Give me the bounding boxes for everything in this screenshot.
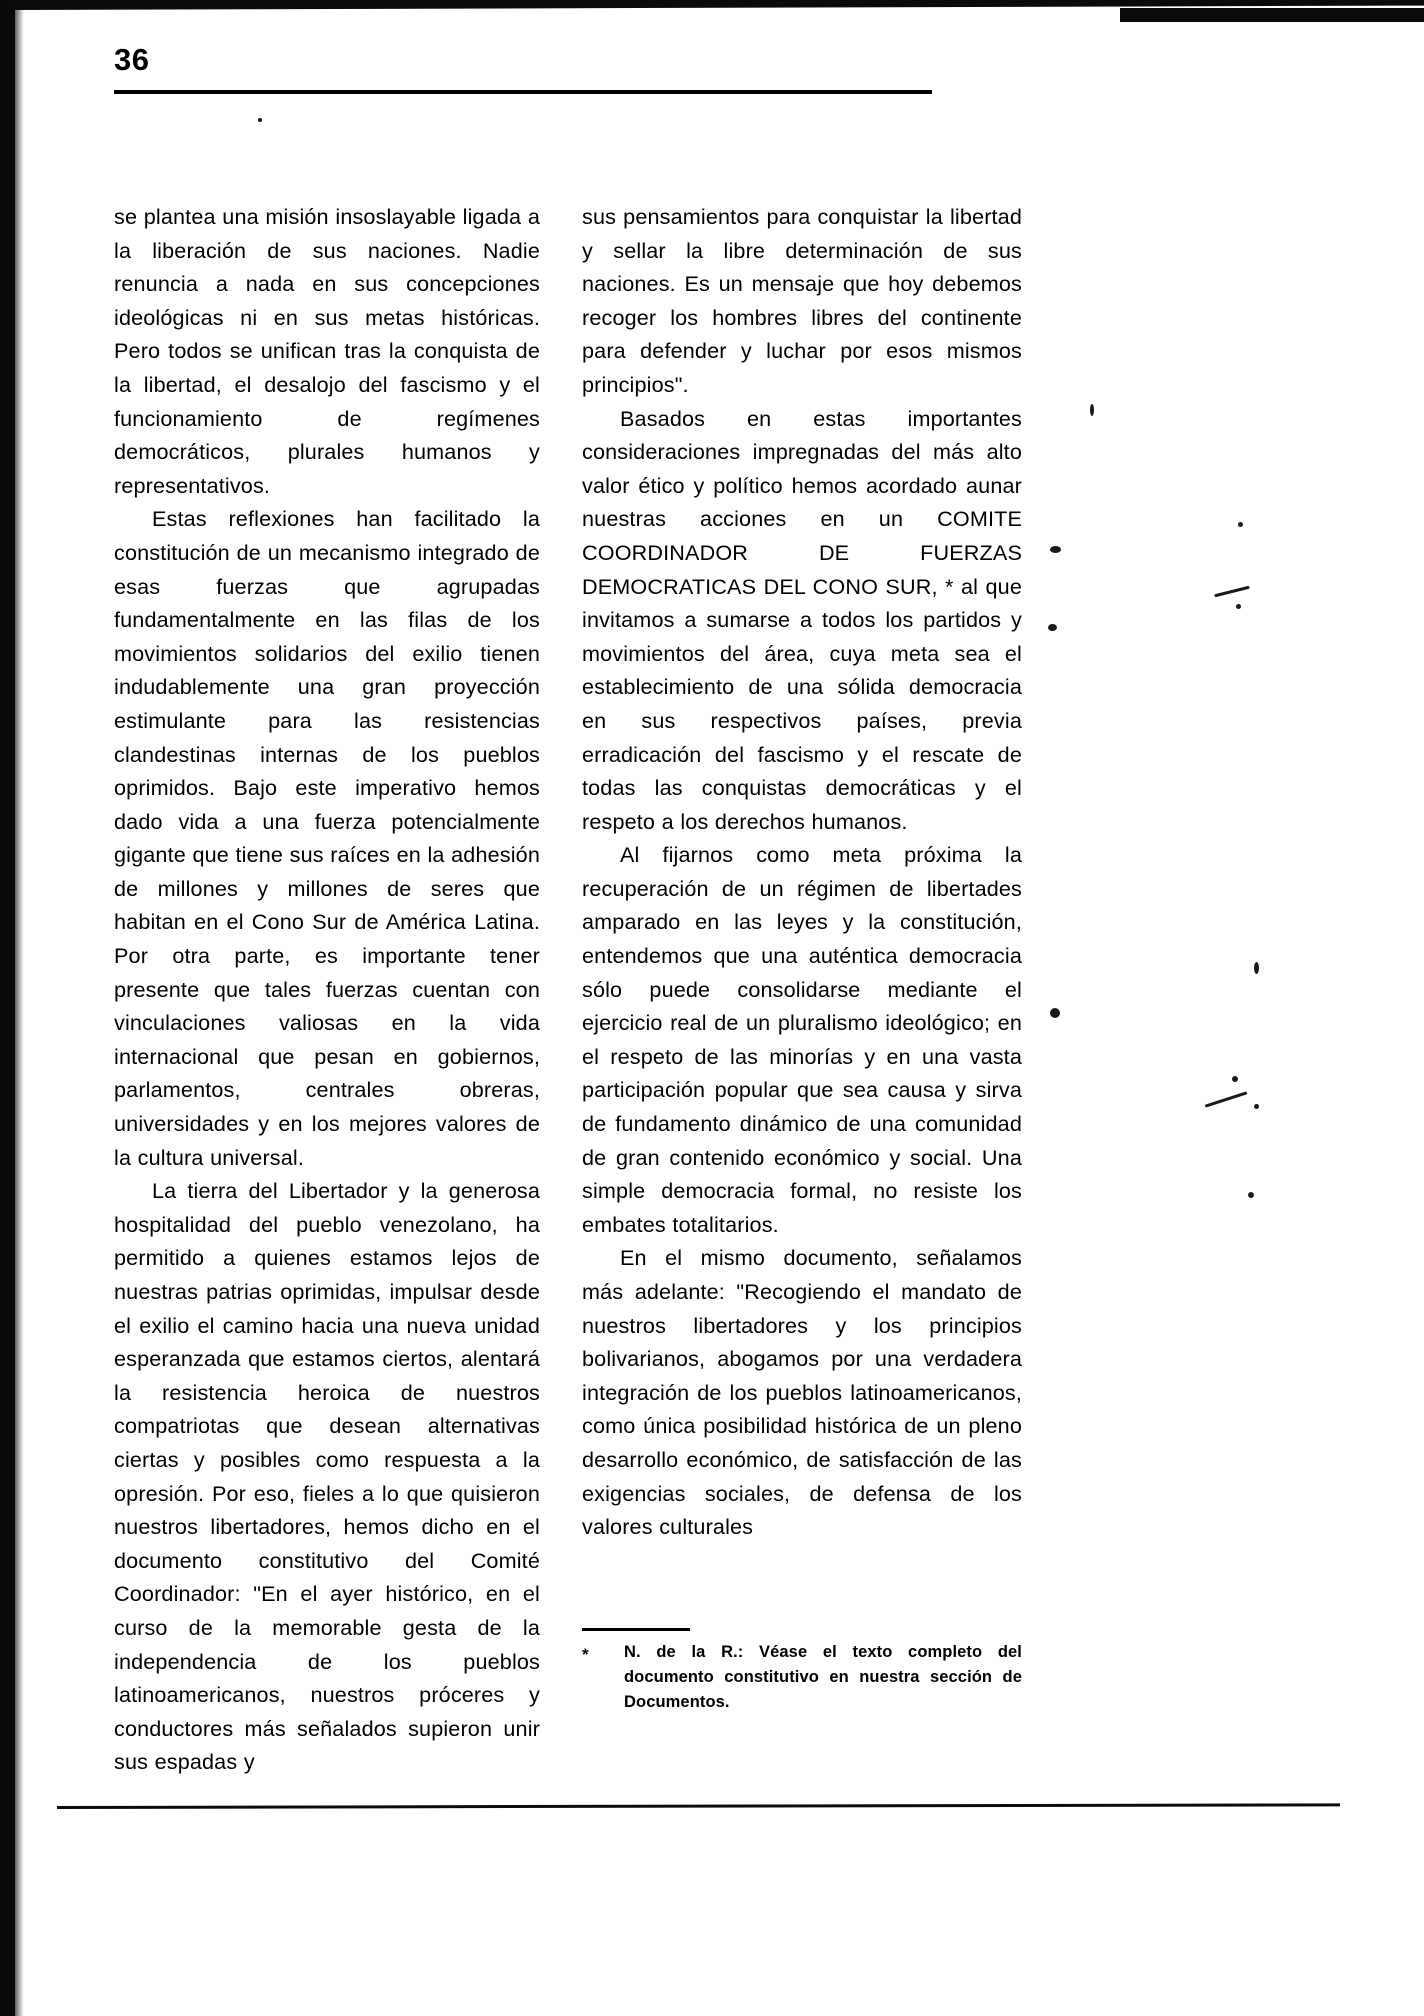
scan-speck <box>1236 604 1241 609</box>
scan-edge-left <box>0 0 15 2016</box>
scan-edge-left-shadow <box>15 0 24 2016</box>
scan-edge-top-right <box>1120 8 1424 22</box>
paragraph: En el mismo documento, señalamos más adelante: "Recogiendo el mandato de nuestros libertadores y los principios bolivarianos, abogamos por una verdadera integración de los pueblos latinoamericanos, como única posibilidad histórica de un pleno desarrollo económico, de satisfacción de las exigencias sociales, de defensa de los valores culturales <box>582 1245 1022 1540</box>
page-number: 36 <box>114 42 150 77</box>
footnote <box>582 1640 1022 1715</box>
scan-speck <box>1050 546 1061 553</box>
scan-speck <box>1050 1008 1060 1018</box>
scan-speck <box>1048 624 1057 631</box>
footer-rule <box>57 1803 1340 1809</box>
scan-speck <box>1214 586 1250 598</box>
scan-speck <box>1254 962 1259 974</box>
paragraph: Estas reflexiones han facilitado la constitución de un mecanismo integrado de esas fuerzas que agrupadas fundamentalmente en las filas de los movimientos solidarios del exilio tienen indudablemente una gran proyección estimulante para las resistencias clandestinas internas de los pueblos oprimidos. Bajo este imperativo hemos dado vida a una fuerza potencialmente gigante que tiene sus raíces en la adhesión de millones y millones de seres que habitan en el Cono Sur de América Latina. Por otra parte, es importante tener presente que tales fuerzas cuentan con vinculaciones valiosas en la vida internacional que pesan en gobiernos, parlamentos, centrales obreras, universidades y en los mejores valores de la cultura universal. <box>114 506 540 1170</box>
text-column-left <box>114 200 540 1779</box>
scan-speck <box>1205 1091 1248 1107</box>
scan-speck <box>1238 522 1243 527</box>
paragraph: sus pensamientos para conquistar la libertad y sellar la libre determinación de sus naciones. Es un mensaje que hoy debemos recoger los hombres libres del continente para defender y luchar por esos mismos principios". <box>582 204 1022 397</box>
paragraph: Basados en estas importantes consideraciones impregnadas del más alto valor ético y político hemos acordado aunar nuestras acciones en un COMITE COORDINADOR DE FUERZAS DEMOCRATICAS DEL CONO SUR, * al que invitamos a sumarse a todos los partidos y movimientos del área, cuya meta sea el establecimiento de una sólida democracia en sus respectivos países, previa erradicación del fascismo y el rescate de todas las conquistas democráticas y el respeto a los derechos humanos. <box>582 405 1022 834</box>
footnote-text: N. de la R.: Véase el texto completo del documento constitutivo en nuestra sección de Documentos. <box>624 1643 1022 1711</box>
footnote-marker: * <box>582 1645 589 1664</box>
header-rule <box>114 90 932 94</box>
paragraph: Al fijarnos como meta próxima la recuperación de un régimen de libertades amparado en las leyes y la constitución, entendemos que una auténtica democracia sólo puede consolidarse mediante el ejercicio real de un pluralismo ideológico; en el respeto de las minorías y en una vasta participación popular que sea causa y sirva de fundamento dinámico de una comunidad de gran contenido económico y social. Una simple democracia formal, no resiste los embates totalitarios. <box>582 842 1022 1237</box>
footnote-separator-rule <box>582 1628 690 1631</box>
scan-speck <box>1248 1192 1254 1198</box>
paragraph: se plantea una misión insoslayable ligada a la liberación de sus naciones. Nadie renuncia a nada en sus concepciones ideológicas ni en sus metas históricas. Pero todos se unifican tras la conquista de la libertad, el desalojo del fascismo y el funcionamiento de regímenes democráticos, plurales humanos y representativos. <box>114 204 540 498</box>
scan-speck <box>258 118 262 122</box>
paragraph: La tierra del Libertador y la generosa hospitalidad del pueblo venezolano, ha permitido a quienes estamos lejos de nuestras patrias oprimidas, impulsar desde el exilio el camino hacia una nueva unidad esperanzada que estamos ciertos, alentará la resistencia heroica de nuestros compatriotas que desean alternativas ciertas y posibles como respuesta a la opresión. Por eso, fieles a lo que quisieron nuestros libertadores, hemos dicho en el documento constitutivo del Comité Coordinador: "En el ayer histórico, en el curso de la memorable gesta de la independencia de los pueblos latinoamericanos, nuestros próceres y conductores más señalados supieron unir sus espadas y <box>114 1178 540 1775</box>
text-column-right <box>582 200 1022 1544</box>
scan-speck <box>1232 1076 1238 1082</box>
scan-speck <box>1254 1104 1259 1109</box>
scan-speck <box>1090 404 1094 416</box>
